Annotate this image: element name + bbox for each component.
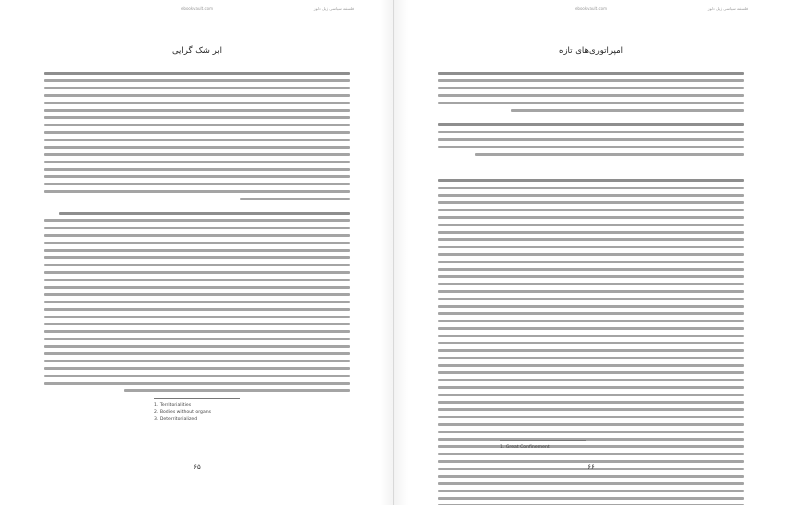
right-footnote-1: 1. Great Confinement xyxy=(500,445,550,450)
left-paragraph-2 xyxy=(44,212,350,397)
right-page-number: ۶۶ xyxy=(587,463,595,471)
left-chapter-title: ابر شک گرایی xyxy=(171,46,223,56)
right-chapter-title: امپراتوری‌های تازه xyxy=(559,46,623,56)
right-paragraph-2 xyxy=(438,123,744,160)
left-footnotes xyxy=(154,402,211,424)
left-page-number: ۶۵ xyxy=(193,463,201,471)
left-footnote-3: 3. Deterritorialized xyxy=(154,417,198,423)
left-running-header: فلسفه سیاسی ژیل دلوز xyxy=(313,6,354,11)
left-paragraph-1 xyxy=(44,72,350,205)
left-footnote-2: 2. Bodies without organs xyxy=(154,410,212,416)
left-footnote-rule xyxy=(154,398,240,399)
right-page xyxy=(394,0,788,505)
right-body-text xyxy=(438,72,744,505)
left-footnote-1: 1. Territorialities xyxy=(154,403,192,408)
left-header-url: ebookvault.com xyxy=(180,6,214,11)
right-footnotes xyxy=(500,444,550,451)
left-body-text xyxy=(44,72,350,402)
right-footnote-rule xyxy=(500,440,586,441)
right-paragraph-1 xyxy=(438,72,744,116)
right-running-header: فلسفه سیاسی ژیل دلوز xyxy=(707,6,748,11)
right-header-url: ebookvault.com xyxy=(574,6,608,11)
right-paragraph-3 xyxy=(438,179,744,505)
